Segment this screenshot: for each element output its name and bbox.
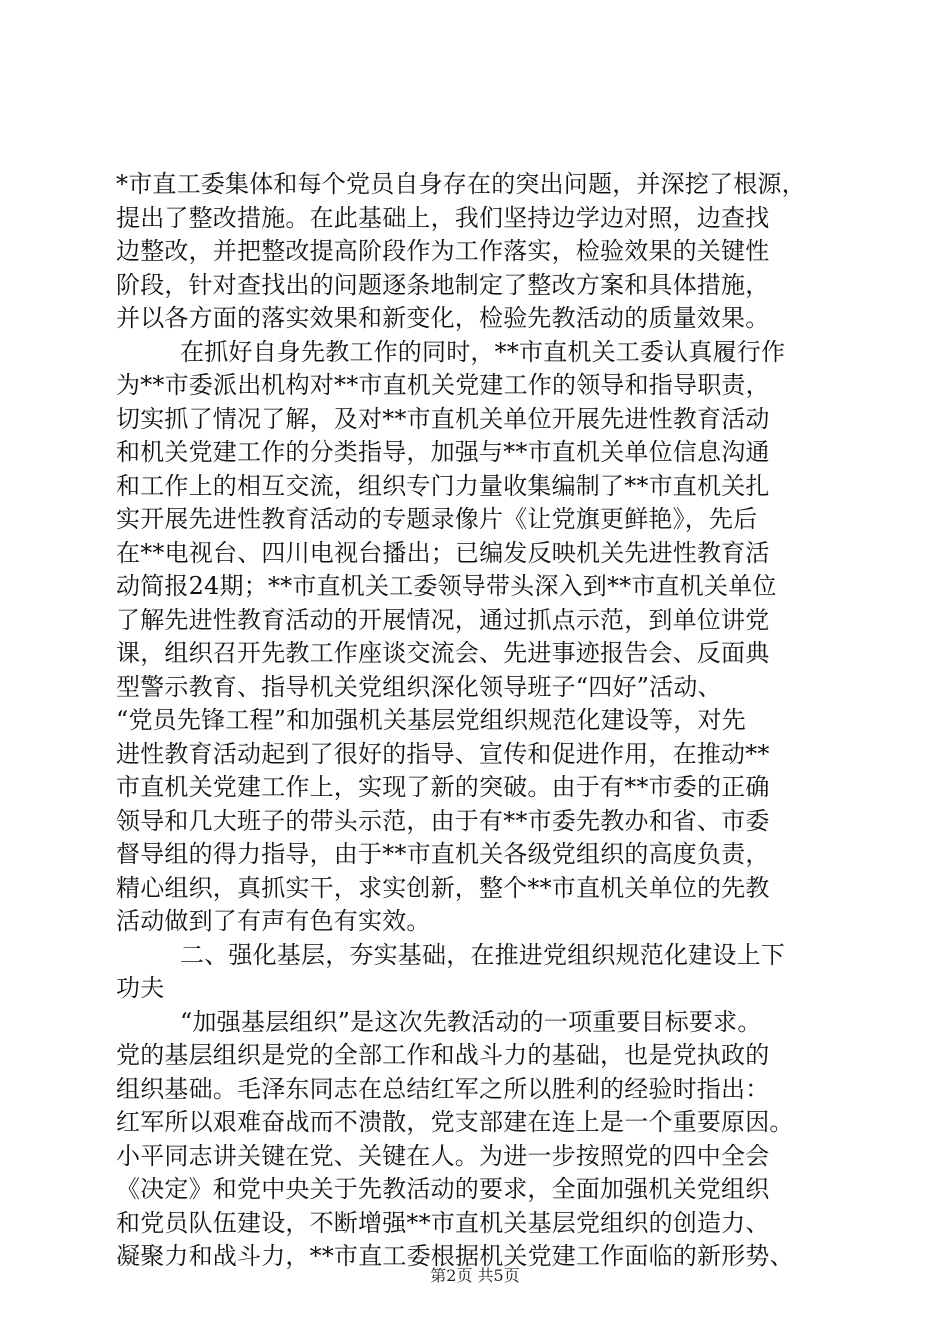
text-line: “加强基层组织”是这次先教活动的一项重要目标要求。	[180, 1007, 762, 1036]
text-line: *市直工委集体和每个党员自身存在的突出问题，并深挖了根源，	[116, 170, 806, 198]
text-line: 提出了整改措施。在此基础上，我们坚持边学边对照，边查找	[116, 203, 770, 232]
text-line: 型警示教育、指导机关党组织深化领导班子“四好”活动、	[116, 672, 722, 701]
text-line: 在**电视台、四川电视台播出；已编发反映机关先进性教育活	[116, 538, 770, 567]
text-line: “党员先锋工程”和加强机关基层党组织规范化建设等，对先	[116, 706, 746, 734]
text-line: 领导和几大班子的带头示范，由于有**市委先教办和省、市委	[116, 806, 770, 835]
text-line: 《决定》和党中央关于先教活动的要求，全面加强机关党组织	[116, 1175, 770, 1203]
text-line: 阶段，针对查找出的问题逐条地制定了整改方案和具体措施，	[116, 270, 770, 299]
page-footer: 第2页 共5页	[430, 1266, 520, 1285]
text-line: 课，组织召开先教工作座谈交流会、先进事迹报告会、反面典	[116, 639, 770, 667]
text-line: 红军所以艰难奋战而不溃散，党支部建在连上是一个重要原因。	[116, 1108, 794, 1136]
text-line: 功夫	[116, 974, 165, 1002]
text-line: 了解先进性教育活动的开展情况，通过抓点示范，到单位讲党	[116, 605, 770, 634]
text-line: 实开展先进性教育活动的专题录像片《让党旗更鲜艳》，先后	[116, 505, 758, 533]
text-line: 市直机关党建工作上，实现了新的突破。由于有**市委的正确	[116, 773, 770, 801]
text-line: 进性教育活动起到了很好的指导、宣传和促进作用，在推动**	[116, 739, 770, 768]
text-line: 活动做到了有声有色有实效。	[116, 907, 431, 935]
text-line: 切实抓了情况了解，及对**市直机关单位开展先进性教育活动	[116, 404, 770, 433]
text-line: 在抓好自身先教工作的同时，**市直机关工委认真履行作	[180, 337, 786, 366]
text-line: 和党员队伍建设，不断增强**市直机关基层党组织的创造力、	[116, 1208, 770, 1237]
text-line: 和工作上的相互交流，组织专门力量收集编制了**市直机关扎	[116, 471, 770, 500]
text-line: 党的基层组织是党的全部工作和战斗力的基础，也是党执政的	[116, 1041, 770, 1069]
text-line: 为**市委派出机构对**市直机关党建工作的领导和指导职责，	[116, 371, 770, 399]
document-body	[116, 168, 856, 1274]
text-line: 凝聚力和战斗力，**市直工委根据机关党建工作面临的新形势、	[116, 1242, 794, 1270]
text-line: 动简报24期；**市直机关工委领导带头深入到**市直机关单位	[116, 572, 777, 600]
text-line: 督导组的得力指导，由于**市直机关各级党组织的高度负责，	[116, 840, 770, 868]
text-line: 和机关党建工作的分类指导，加强与**市直机关单位信息沟通	[116, 438, 770, 466]
text-line: 组织基础。毛泽东同志在总结红军之所以胜利的经验时指出：	[116, 1074, 770, 1103]
text-line: 精心组织，真抓实干，求实创新，整个**市直机关单位的先教	[116, 873, 770, 902]
text-line: 边整改，并把整改提高阶段作为工作落实，检验效果的关键性	[116, 237, 770, 265]
text-line: 并以各方面的落实效果和新变化，检验先教活动的质量效果。	[116, 304, 770, 332]
text-line: 小平同志讲关键在党、关键在人。为进一步按照党的四中全会	[116, 1141, 770, 1170]
text-line: 二、强化基层，夯实基础，在推进党组织规范化建设上下	[180, 940, 785, 969]
